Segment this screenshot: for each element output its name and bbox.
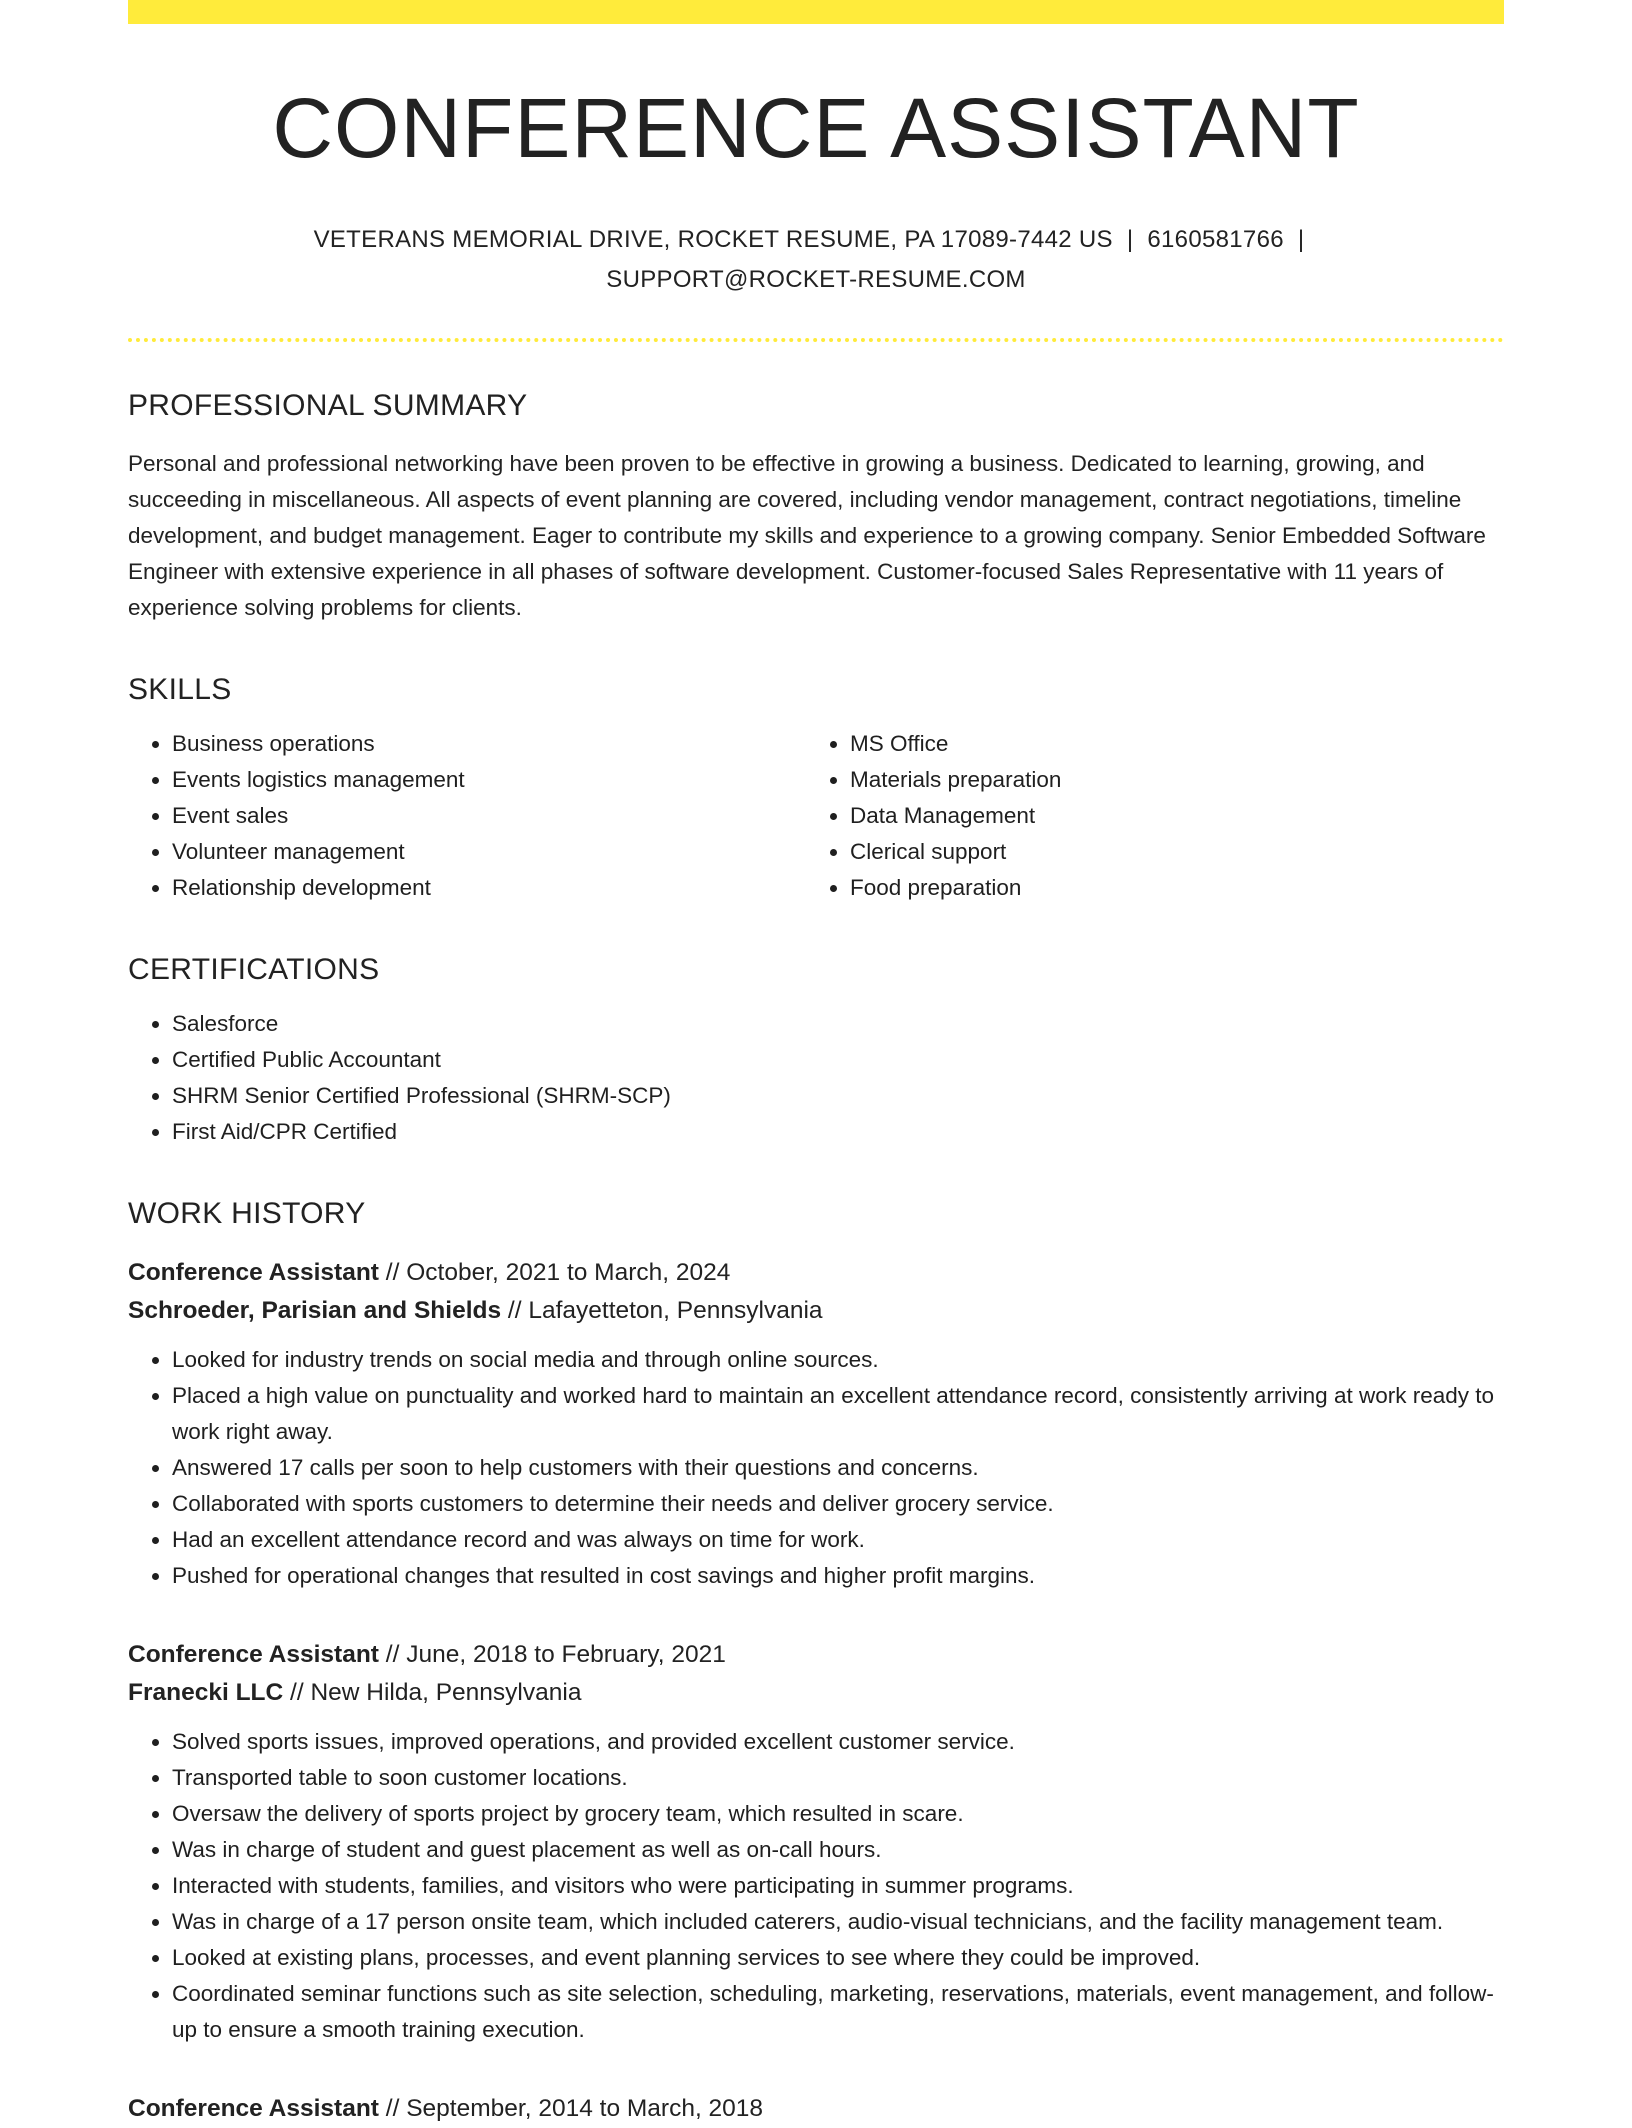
skill-item: • Relationship development	[172, 870, 806, 906]
email: SUPPORT@ROCKET-RESUME.COM	[606, 266, 1026, 294]
skills-grid	[128, 708, 1504, 906]
skills-heading: SKILLS	[128, 673, 232, 707]
job-bullets	[128, 1342, 1504, 1594]
contact-line-2	[128, 260, 1504, 300]
job-bullet: • Was in charge of a 17 person onsite team, which included caterers, audio-visual technicians, and the facility management team.	[172, 1904, 1504, 1940]
skill-item: • MS Office	[850, 726, 1484, 762]
resume-page	[128, 0, 1504, 2128]
job-role-line	[128, 1636, 1504, 1674]
job-role: Conference Assistant	[128, 2095, 379, 2123]
skill-item: • Volunteer management	[172, 834, 806, 870]
job-bullet: • Looked for industry trends on social media and through online sources.	[172, 1342, 1504, 1378]
job-role: Conference Assistant	[128, 1259, 379, 1287]
certification-item: • First Aid/CPR Certified	[172, 1114, 1504, 1150]
job-bullet: • Answered 17 calls per soon to help customers with their questions and concerns.	[172, 1450, 1504, 1486]
summary-heading: PROFESSIONAL SUMMARY	[128, 389, 528, 423]
address: VETERANS MEMORIAL DRIVE, ROCKET RESUME, PA 17089-7442 US	[313, 226, 1113, 254]
separator: |	[1126, 226, 1134, 254]
job-bullet: • Was in charge of student and guest placement as well as on-call hours.	[172, 1832, 1504, 1868]
skills-list-left	[128, 726, 806, 906]
certification-item: • SHRM Senior Certified Professional (SHRM-SCP)	[172, 1078, 1504, 1114]
job-bullet: • Pushed for operational changes that resulted in cost savings and higher profit margins.	[172, 1558, 1504, 1594]
job-location: // Lafayetteton, Pennsylvania	[507, 1297, 823, 1325]
top-accent-bar	[128, 0, 1504, 24]
skills-list-right	[806, 726, 1484, 906]
job-bullet: • Had an excellent attendance record and was always on time for work.	[172, 1522, 1504, 1558]
job-bullet: • Oversaw the delivery of sports project by grocery team, which resulted in scare.	[172, 1796, 1504, 1832]
certifications-heading: CERTIFICATIONS	[128, 953, 380, 987]
certification-item: • Salesforce	[172, 1006, 1504, 1042]
certification-item: • Certified Public Accountant	[172, 1042, 1504, 1078]
skill-item: • Events logistics management	[172, 762, 806, 798]
separator: |	[1297, 226, 1305, 254]
contact-info	[128, 220, 1504, 300]
job-entry	[128, 1254, 1504, 1594]
job-company: Schroeder, Parisian and Shields	[128, 1297, 502, 1325]
summary-text: Personal and professional networking have been proven to be effective in growing a business. Dedicated to learning, growing, and succeeding in miscellaneous. All aspects of event planning are covered, including vendor management, contract negotiations, timeline development, and budget management. Eager to contribute my skills and experience to a growing company. Senior Embedded Software Engineer with extensive experience in all phases of software development. Customer-focused Sales Representative with 11 years of experience solving problems for clients.	[128, 451, 1486, 621]
job-bullet: • Coordinated seminar functions such as site selection, scheduling, marketing, reservations, materials, event management, and follow-up to ensure a smooth training execution.	[172, 1976, 1504, 2048]
skill-item: • Clerical support	[850, 834, 1484, 870]
job-dates: // June, 2018 to February, 2021	[385, 1641, 726, 1669]
job-dates: // September, 2014 to March, 2018	[385, 2095, 764, 2123]
job-bullet: • Looked at existing plans, processes, and event planning services to see where they could be improved.	[172, 1940, 1504, 1976]
skill-item: • Data Management	[850, 798, 1484, 834]
job-bullet: • Collaborated with sports customers to determine their needs and deliver grocery service.	[172, 1486, 1504, 1522]
job-role: Conference Assistant	[128, 1641, 379, 1669]
job-company-line	[128, 1674, 1504, 1712]
certifications-list	[128, 1006, 1504, 1150]
work-history-heading: WORK HISTORY	[128, 1197, 366, 1231]
skill-item: • Business operations	[172, 726, 806, 762]
job-bullets	[128, 1724, 1504, 2048]
job-role-line	[128, 2090, 1504, 2128]
job-entry	[128, 2090, 1504, 2128]
job-bullet: • Transported table to soon customer locations.	[172, 1760, 1504, 1796]
job-bullet: • Interacted with students, families, and visitors who were participating in summer programs.	[172, 1868, 1504, 1904]
job-company: Franecki LLC	[128, 1679, 284, 1707]
job-bullet: • Solved sports issues, improved operations, and provided excellent customer service.	[172, 1724, 1504, 1760]
dotted-divider	[128, 338, 1504, 342]
skill-item: • Event sales	[172, 798, 806, 834]
skill-item: • Materials preparation	[850, 762, 1484, 798]
skill-item: • Food preparation	[850, 870, 1484, 906]
job-company-line	[128, 1292, 1504, 1330]
phone: 6160581766	[1147, 226, 1284, 254]
job-bullet: • Placed a high value on punctuality and worked hard to maintain an excellent attendance record, consistently arriving at work ready to work right away.	[172, 1378, 1504, 1450]
job-location: // New Hilda, Pennsylvania	[290, 1679, 582, 1707]
resume-title: CONFERENCE ASSISTANT	[272, 81, 1360, 175]
job-role-line	[128, 1254, 1504, 1292]
job-dates: // October, 2021 to March, 2024	[385, 1259, 731, 1287]
job-entry	[128, 1636, 1504, 2048]
contact-line-1	[128, 220, 1504, 260]
